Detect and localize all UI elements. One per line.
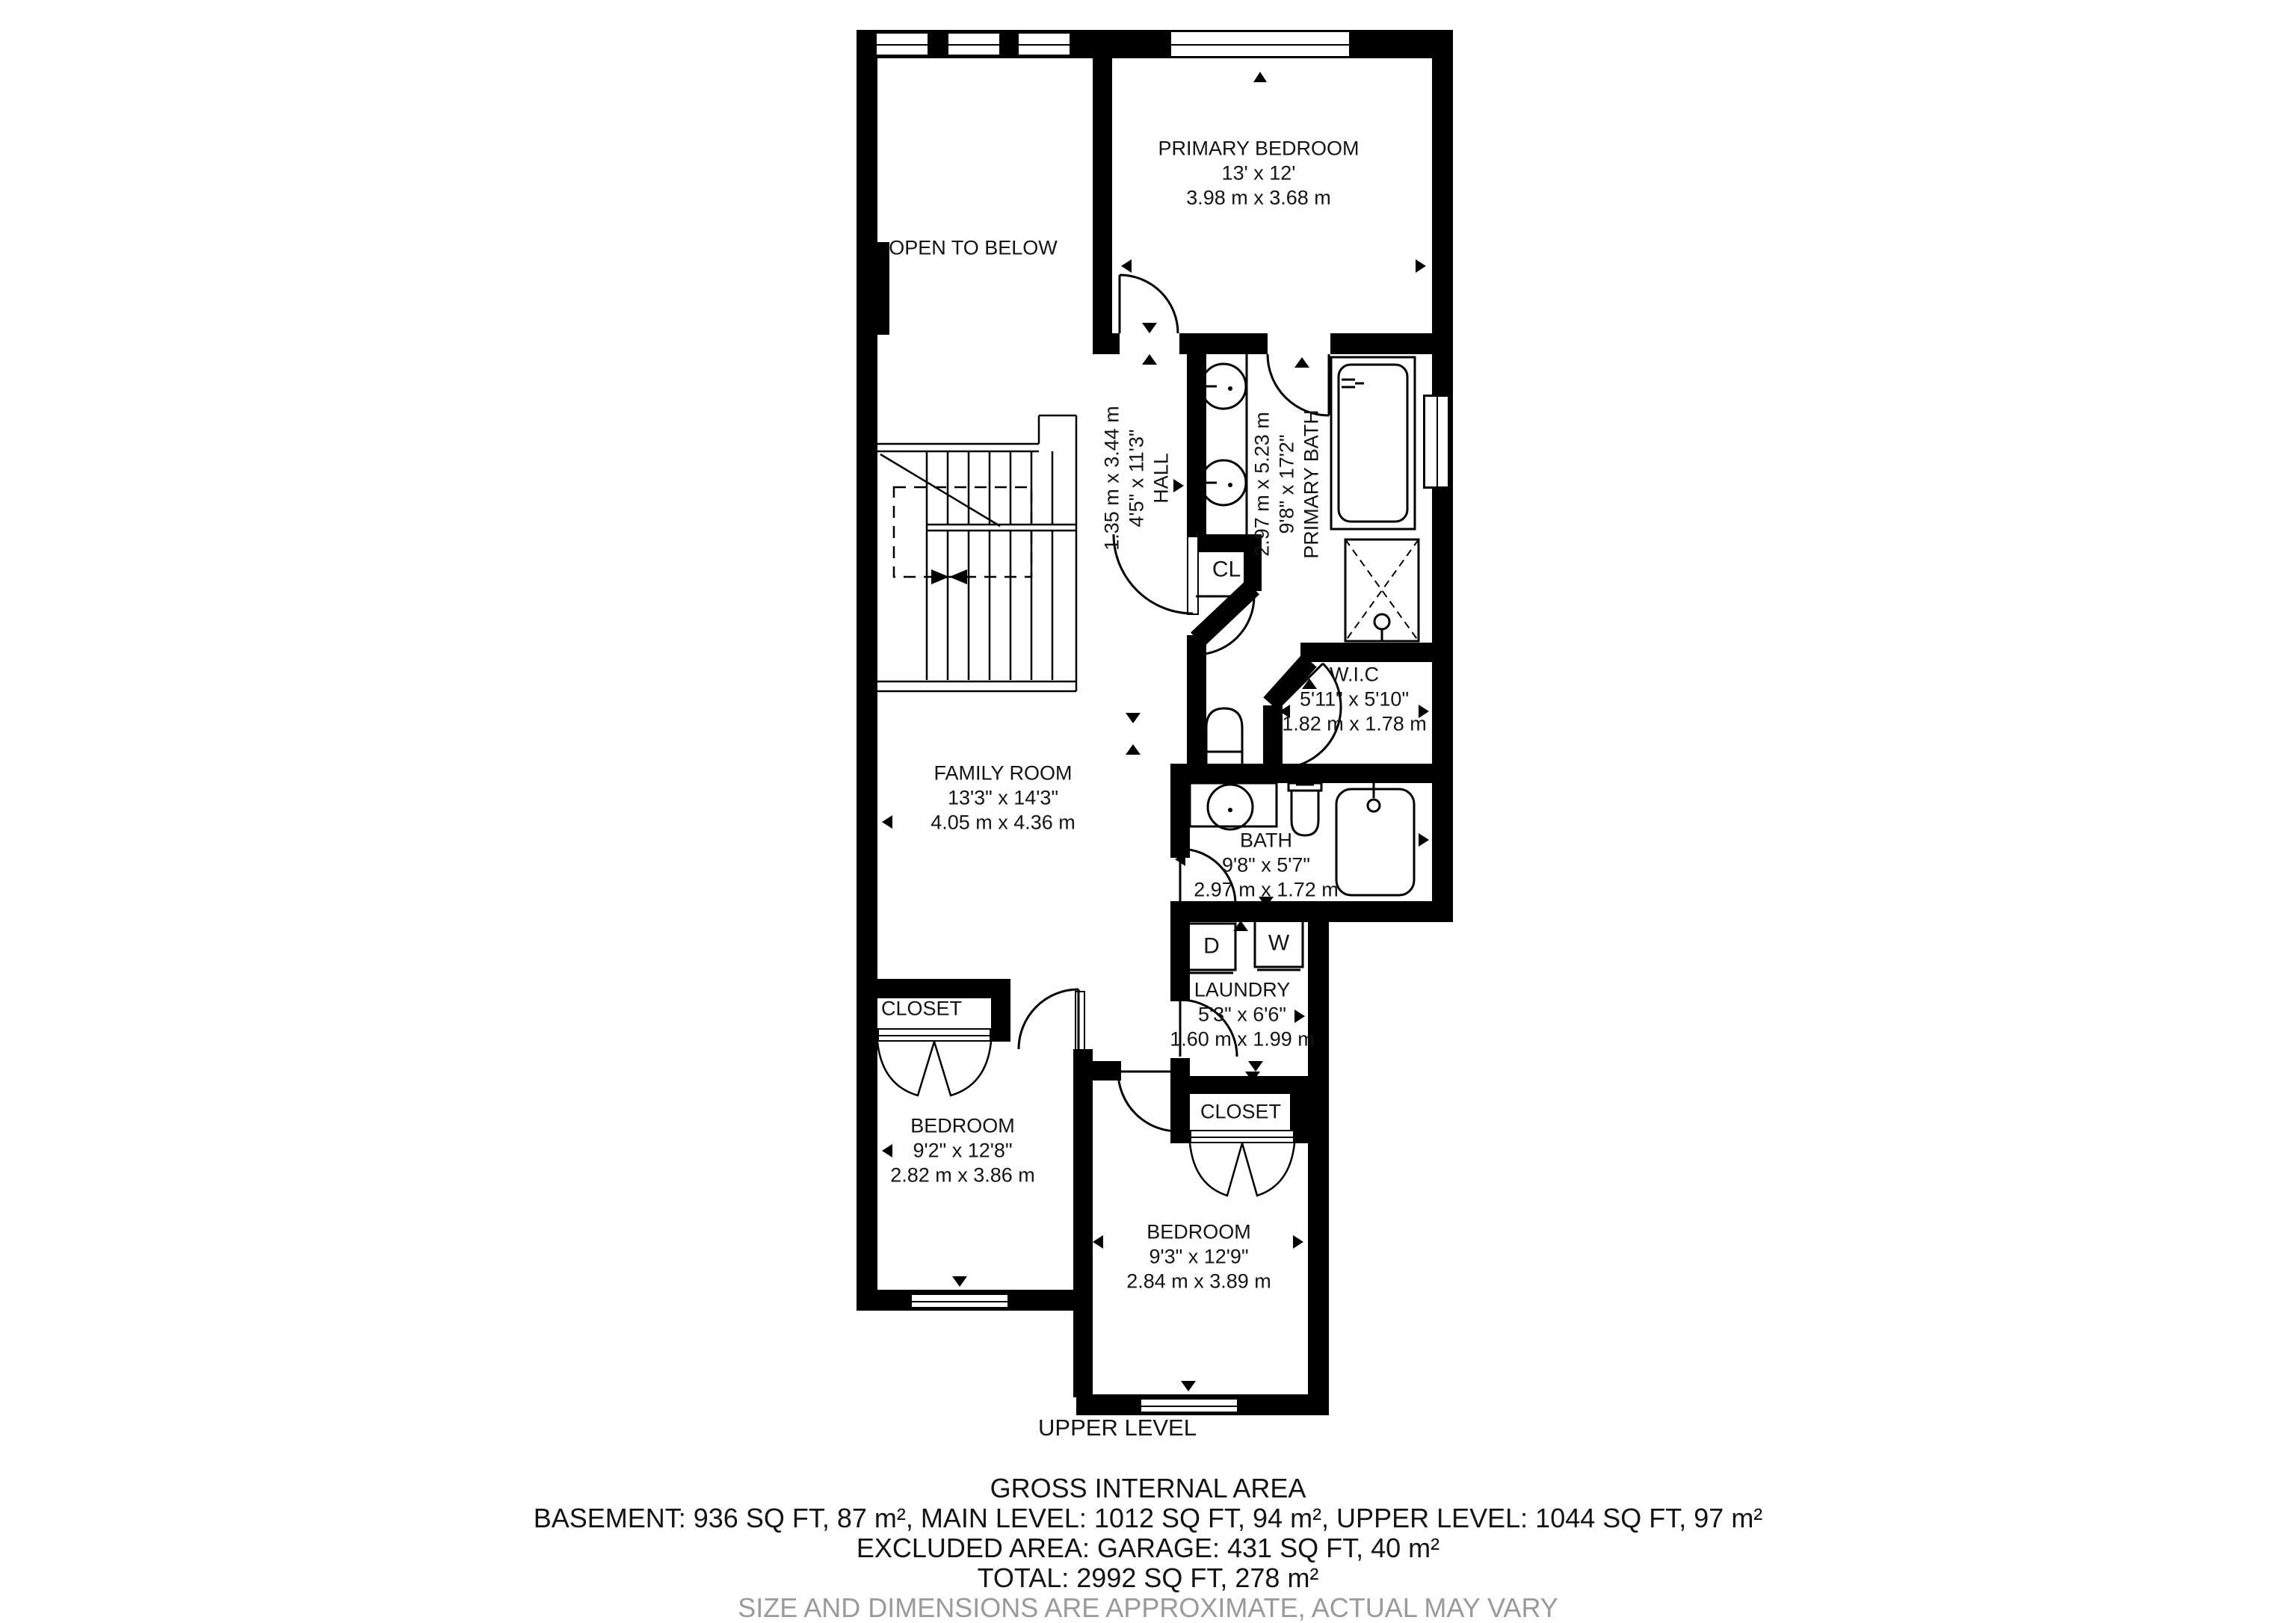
- room-dim-metric: 1.82 m x 1.78 m: [1282, 712, 1427, 735]
- room-dim-imperial: 9'2" x 12'8": [913, 1139, 1013, 1162]
- room-label-open-to-below: [889, 236, 1058, 261]
- room-dim-metric: 4.05 m x 4.36 m: [931, 811, 1076, 834]
- room-label-bedroom-right: [1126, 1220, 1271, 1294]
- room-name: BATH: [1239, 829, 1292, 852]
- room-label-primary-bedroom: [1158, 137, 1359, 211]
- room-dim-imperial: 9'3" x 12'9": [1149, 1245, 1249, 1268]
- room-dim-metric: 3.98 m x 3.68 m: [1186, 186, 1331, 209]
- room-dim-imperial: 13' x 12': [1221, 161, 1296, 185]
- room-label-closet-left: [881, 997, 962, 1021]
- room-dim-imperial: 9'8" x 17'2": [1275, 434, 1298, 534]
- room-dim-imperial: 5'3" x 6'6": [1197, 1003, 1287, 1026]
- room-name: W.I.C: [1330, 663, 1379, 686]
- room-label-wic: [1282, 663, 1427, 737]
- room-name: HALL: [1149, 453, 1173, 504]
- footer-areas: BASEMENT: 936 SQ FT, 87 m², MAIN LEVEL: 1012 SQ FT, 94 m², UPPER LEVEL: 1044 SQ FT, 97 m²: [533, 1503, 1763, 1533]
- room-dim-metric: 2.84 m x 3.89 m: [1126, 1270, 1271, 1293]
- room-name: OPEN TO BELOW: [889, 236, 1058, 259]
- appliance-washer: [1268, 931, 1289, 956]
- toilet: [1206, 708, 1242, 777]
- room-dim-metric: 1.35 m x 3.44 m: [1100, 406, 1123, 551]
- room-label-closet-right: [1200, 1100, 1281, 1125]
- room-name: LAUNDRY: [1194, 978, 1291, 1001]
- room-name: FAMILY ROOM: [933, 761, 1073, 785]
- level-label: UPPER LEVEL: [1038, 1415, 1197, 1441]
- footer-disclaimer: SIZE AND DIMENSIONS ARE APPROXIMATE, ACTUAL MAY VARY: [738, 1592, 1558, 1623]
- room-label-family-room: [931, 761, 1076, 835]
- room-dim-imperial: 4'5" x 11'3": [1125, 429, 1148, 528]
- room-dim-imperial: 5'11" x 5'10": [1299, 687, 1410, 711]
- footer: [0, 1474, 2296, 1623]
- room-name: CLOSET: [1200, 1100, 1282, 1123]
- appliance-label: W: [1268, 930, 1290, 956]
- room-dim-imperial: 13'3" x 14'3": [947, 786, 1059, 809]
- room-name: BEDROOM: [1147, 1220, 1251, 1243]
- room-label-laundry: [1170, 978, 1315, 1052]
- room-label-primary-bath: [1250, 409, 1324, 559]
- room-name: PRIMARY BEDROOM: [1158, 137, 1360, 160]
- room-dim-metric: 2.97 m x 5.23 m: [1250, 412, 1274, 557]
- footer-title: GROSS INTERNAL AREA: [990, 1473, 1306, 1503]
- room-label-bath: [1194, 829, 1339, 903]
- footer-excluded: EXCLUDED AREA: GARAGE: 431 SQ FT, 40 m²: [856, 1533, 1440, 1563]
- room-dim-metric: 2.82 m x 3.86 m: [890, 1163, 1035, 1187]
- room-label-hall: [1100, 406, 1174, 551]
- appliance-label: D: [1203, 933, 1220, 959]
- room-dim-metric: 1.60 m x 1.99 m: [1170, 1027, 1315, 1051]
- room-dim-metric: 2.97 m x 1.72 m: [1194, 878, 1339, 901]
- room-name: CL: [1212, 557, 1241, 582]
- room-name: CLOSET: [880, 997, 963, 1020]
- room-name: BEDROOM: [910, 1114, 1015, 1137]
- appliance-dryer: [1203, 934, 1220, 959]
- room-label-cl: [1212, 557, 1241, 582]
- room-label-bedroom-left: [890, 1114, 1035, 1188]
- footer-total: TOTAL: 2992 SQ FT, 278 m²: [977, 1562, 1319, 1593]
- staircase: [877, 415, 1076, 691]
- room-name: PRIMARY BATH: [1300, 409, 1323, 559]
- room-dim-imperial: 9'8" x 5'7": [1221, 853, 1311, 877]
